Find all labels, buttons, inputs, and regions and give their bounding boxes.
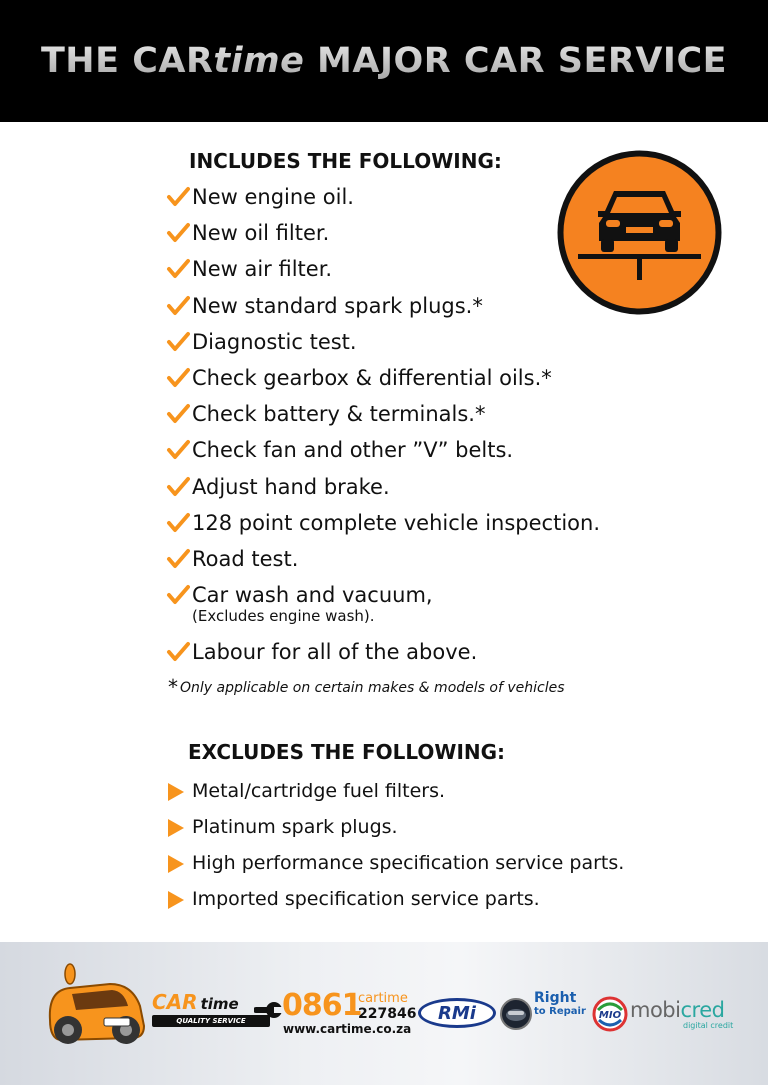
- check-icon: [166, 438, 190, 462]
- car-mascot-icon: [40, 960, 152, 1056]
- excludes-list: [166, 776, 624, 920]
- title-rest: MAJOR CAR SERVICE: [304, 41, 728, 81]
- right-to-repair-emblem-icon: [500, 998, 532, 1030]
- wrench-icon: [254, 997, 282, 1023]
- include-item: [166, 398, 600, 434]
- brand-tagline: QUALITY SERVICE: [152, 1015, 270, 1027]
- include-item-subtext: (Excludes engine wash).: [192, 607, 375, 626]
- exclude-item: [166, 884, 624, 920]
- r2r-line2: to Repair: [534, 1006, 586, 1017]
- include-item: [166, 636, 600, 672]
- include-item-text: Labour for all of the above.: [192, 640, 478, 665]
- mio-logo-icon: [592, 996, 628, 1032]
- check-icon: [166, 511, 190, 535]
- exclude-item-text: Platinum spark plugs.: [192, 816, 398, 838]
- header-banner: [0, 0, 768, 122]
- include-item: [166, 253, 600, 289]
- include-item: [166, 290, 600, 326]
- include-item: [166, 471, 600, 507]
- footnote: [168, 675, 565, 699]
- include-item: [166, 434, 600, 470]
- include-item-text: Check gearbox & differential oils.*: [192, 365, 552, 390]
- include-item-text: New standard spark plugs.*: [192, 293, 483, 318]
- include-item-text: 128 point complete vehicle inspection.: [192, 510, 601, 535]
- include-item-text: Adjust hand brake.: [192, 474, 390, 499]
- check-icon: [166, 257, 190, 281]
- car-on-lift-icon: [556, 149, 723, 316]
- svg-text:MIO: MIO: [598, 1010, 622, 1021]
- check-icon: [166, 366, 190, 390]
- check-icon: [166, 221, 190, 245]
- exclude-item-text: Metal/cartridge fuel filters.: [192, 780, 446, 802]
- exclude-item-text: High performance specification service parts.: [192, 852, 625, 874]
- mobicred-logo: [630, 998, 724, 1022]
- exclude-item: [166, 848, 624, 884]
- include-item: [166, 181, 600, 217]
- include-item: [166, 326, 600, 362]
- check-icon: [166, 185, 190, 209]
- include-item-text: New engine oil.: [192, 185, 354, 209]
- phone-prefix: 0861: [282, 988, 362, 1023]
- check-icon: [166, 640, 190, 664]
- exclude-item: [166, 776, 624, 812]
- triangle-right-icon: [168, 855, 184, 873]
- footer-logos: [0, 942, 768, 1085]
- check-icon: [166, 475, 190, 499]
- check-icon: [166, 547, 190, 571]
- rmi-text: RMi: [438, 1002, 476, 1024]
- include-item-text: Road test.: [192, 546, 299, 571]
- includes-heading: INCLUDES THE FOLLOWING:: [189, 149, 502, 173]
- include-item-text: Check battery & terminals.*: [192, 402, 486, 427]
- includes-list: [166, 181, 600, 672]
- triangle-right-icon: [168, 891, 184, 909]
- exclude-item-text: Imported specification service parts.: [192, 888, 540, 910]
- include-item-text: Car wash and vacuum,: [192, 583, 433, 608]
- include-item-text: Diagnostic test.: [192, 329, 357, 354]
- page-title: [41, 41, 727, 81]
- include-item-text: New air filter.: [192, 257, 333, 282]
- include-item: [166, 362, 600, 398]
- brand-time: time: [200, 995, 239, 1013]
- include-item: [166, 543, 600, 579]
- check-icon: [166, 402, 190, 426]
- include-item-text: Check fan and other ”V” belts.: [192, 438, 514, 463]
- include-item: [166, 217, 600, 253]
- website-link[interactable]: www.cartime.co.za: [283, 1022, 412, 1036]
- rmi-logo: [418, 998, 496, 1028]
- include-item-text: New oil filter.: [192, 221, 330, 246]
- mobicred-cred: cred: [680, 998, 725, 1022]
- r2r-line1: Right: [534, 990, 577, 1006]
- triangle-right-icon: [168, 819, 184, 837]
- brand-name: [152, 990, 239, 1014]
- include-item: [166, 507, 600, 543]
- excludes-heading: EXCLUDES THE FOLLOWING:: [188, 740, 506, 764]
- footnote-text: Only applicable on certain makes & models of vehicles: [180, 680, 565, 696]
- phone-word: cartime: [358, 991, 408, 1006]
- footnote-star: *: [168, 675, 178, 699]
- title-time: time: [213, 41, 305, 81]
- brand-car: CAR: [152, 990, 198, 1014]
- check-icon: [166, 330, 190, 354]
- title-car: THE CAR: [40, 41, 214, 81]
- mobicred-subtitle: digital credit: [683, 1021, 734, 1030]
- mobicred-mobi: mobi: [630, 998, 681, 1022]
- triangle-right-icon: [168, 783, 184, 801]
- phone-digits: 227846: [358, 1006, 417, 1022]
- check-icon: [166, 294, 190, 318]
- include-item: [166, 579, 600, 636]
- right-to-repair-logo: [534, 992, 592, 1018]
- exclude-item: [166, 812, 624, 848]
- check-icon: [166, 583, 190, 607]
